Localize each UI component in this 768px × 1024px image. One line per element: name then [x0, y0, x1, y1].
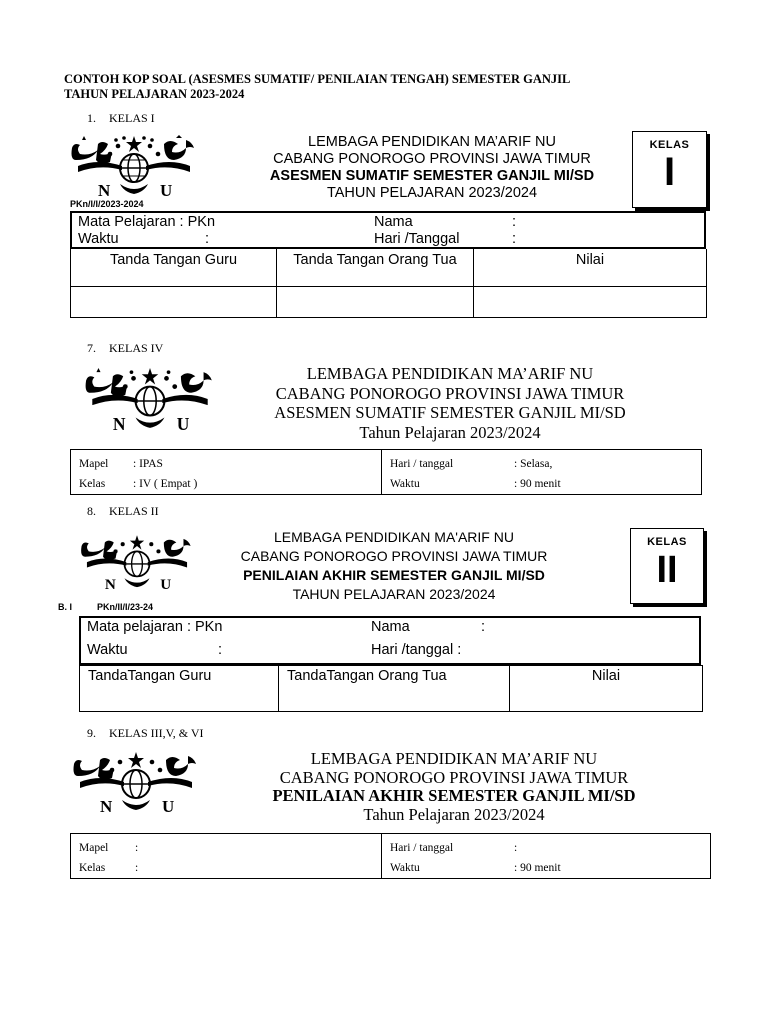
section-number: 9. [87, 726, 96, 740]
waktu-label: Waktu [87, 642, 128, 658]
kelas-value: : IV ( Empat ) [133, 478, 198, 490]
school-header-kelas-3-5-6 [222, 750, 686, 824]
nama-label: Nama [374, 214, 413, 230]
nilai-cell[interactable] [474, 286, 707, 317]
header-line-2: CABANG PONOROGO PROVINSI JAWA TIMUR [275, 383, 625, 403]
kelas-badge-2 [630, 528, 704, 604]
logo-letter-u: U [160, 181, 173, 200]
waktu-colon: : [218, 642, 223, 658]
mapel-value[interactable]: : [135, 842, 139, 854]
waktu-colon: : [205, 231, 210, 247]
section-number: 8. [87, 504, 96, 518]
info-box-kelas-2 [79, 616, 701, 665]
question-code-kelas-1: PKn/I/I/2023-2024 [70, 199, 144, 209]
svg-text:U: U [160, 575, 172, 593]
document-title [64, 72, 570, 102]
section-label-text: KELAS I [109, 111, 155, 125]
tanda-tangan-guru-header: Tanda Tangan Guru [71, 249, 277, 286]
nilai-header[interactable]: Nilai [510, 666, 703, 712]
info-table-kelas-3-5-6 [70, 833, 711, 879]
svg-text:N: N [112, 413, 126, 434]
section-label-text: KELAS IV [109, 341, 164, 355]
section-label-text: KELAS III,V, & VI [109, 726, 204, 740]
header-line-1: LEMBAGA PENDIDIKAN MA’ARIF NU [310, 749, 598, 768]
school-header-kelas-4 [222, 364, 678, 442]
mapel-label: Mapel [79, 842, 109, 854]
header-line-2: CABANG PONOROGO PROVINSI JAWA TIMUR [279, 767, 629, 787]
waktu-value: : 90 menit [514, 862, 561, 874]
mata-pelajaran-field: Mata pelajaran : PKn [87, 619, 223, 635]
section-label-kelas-1 [87, 111, 155, 126]
hari-tanggal-colon: : [512, 231, 517, 247]
signature-table-kelas-1 [70, 249, 707, 318]
nu-logo-icon [78, 530, 196, 596]
section-prefix: B. I [58, 602, 73, 612]
nilai-header: Nilai [474, 249, 707, 286]
header-line-2: CABANG PONOROGO PROVINSI JAWA TIMUR [240, 548, 548, 564]
logo-letter-n: N [98, 181, 111, 200]
section-label-kelas-3-5-6 [87, 726, 204, 741]
header-line-4: TAHUN PELAJARAN 2023/2024 [292, 586, 496, 602]
signature-table-kelas-2 [79, 665, 703, 712]
header-line-1: LEMBAGA PENDIDIKAN MA'ARIF NU [274, 529, 514, 545]
school-header-kelas-2 [194, 528, 594, 604]
header-line-4: TAHUN PELAJARAN 2023/2024 [326, 185, 538, 201]
nu-logo-icon [76, 366, 224, 434]
section-label-kelas-4 [87, 341, 163, 356]
header-line-3: ASESMEN SUMATIF SEMESTER GANJIL MI/SD [274, 403, 626, 422]
hari-tanggal-label: Hari / tanggal [390, 458, 454, 470]
guru-signature-cell[interactable] [71, 286, 277, 317]
kelas-label: Kelas [79, 478, 106, 490]
hari-tanggal-label: Hari / tanggal [390, 842, 454, 854]
hari-tanggal-value[interactable]: : [514, 842, 518, 854]
waktu-label: Waktu [390, 862, 420, 874]
kelas-badge-numeral: I [663, 150, 676, 194]
header-line-4: Tahun Pelajaran 2023/2024 [359, 422, 541, 442]
info-box-kelas-1 [70, 211, 706, 249]
kelas-label: Kelas [79, 862, 106, 874]
hari-tanggal-value: : Selasa, [514, 458, 553, 470]
header-line-2: CABANG PONOROGO PROVINSI JAWA TIMUR [273, 151, 591, 167]
document-title-line-1: CONTOH KOP SOAL (ASESMES SUMATIF/ PENILAIAN TENGAH) SEMESTER GANJIL [64, 72, 571, 86]
mata-pelajaran-field: Mata Pelajaran : PKn [78, 214, 216, 230]
section-number: 1. [87, 111, 96, 125]
section-label-text: KELAS II [109, 504, 159, 518]
kelas-badge-title: KELAS [647, 536, 687, 548]
hari-tanggal-label: Hari /Tanggal [374, 231, 460, 247]
section-number: 7. [87, 341, 96, 355]
section-label-kelas-2 [87, 504, 159, 519]
header-line-3: PENILAIAN AKHIR SEMESTER GANJIL MI/SD [243, 567, 545, 583]
orang-tua-signature-cell[interactable] [277, 286, 474, 317]
document-title-line-2: TAHUN PELAJARAN 2023-2024 [64, 87, 245, 101]
kelas-badge-1 [632, 131, 707, 208]
header-line-1: LEMBAGA PENDIDIKAN MA’ARIF NU [306, 364, 594, 383]
header-line-4: Tahun Pelajaran 2023/2024 [363, 804, 545, 824]
mapel-value: : IPAS [133, 458, 163, 470]
kelas-badge-title: KELAS [649, 139, 690, 151]
school-header-kelas-1 [222, 134, 642, 202]
info-table-kelas-4 [70, 449, 702, 495]
nama-colon: : [481, 619, 486, 635]
svg-text:U: U [162, 797, 175, 816]
question-code-kelas-2: PKn/II/I/23-24 [97, 602, 154, 612]
header-line-3: PENILAIAN AKHIR SEMESTER GANJIL MI/SD [272, 786, 636, 805]
svg-text:U: U [176, 413, 190, 434]
header-line-3: ASESMEN SUMATIF SEMESTER GANJIL MI/SD [269, 168, 595, 184]
kelas-value[interactable]: : [135, 862, 139, 874]
hari-tanggal-label: Hari /tanggal : [371, 642, 462, 658]
nama-colon: : [512, 214, 517, 230]
kelas-badge-numeral: II [656, 549, 678, 591]
mapel-label: Mapel [79, 458, 109, 470]
waktu-label: Waktu [390, 478, 420, 490]
nu-logo-icon [68, 750, 204, 816]
waktu-value: : 90 menit [514, 478, 561, 490]
tanda-tangan-orang-tua-header[interactable]: TandaTangan Orang Tua [279, 666, 510, 712]
nama-label: Nama [371, 619, 410, 635]
header-line-1: LEMBAGA PENDIDIKAN MA’ARIF NU [308, 134, 556, 150]
svg-text:N: N [104, 575, 116, 593]
waktu-label: Waktu [78, 231, 119, 247]
nu-logo-icon [68, 134, 200, 200]
svg-text:N: N [100, 797, 113, 816]
tanda-tangan-guru-header[interactable]: TandaTangan Guru [80, 666, 279, 712]
tanda-tangan-orang-tua-header: Tanda Tangan Orang Tua [277, 249, 474, 286]
